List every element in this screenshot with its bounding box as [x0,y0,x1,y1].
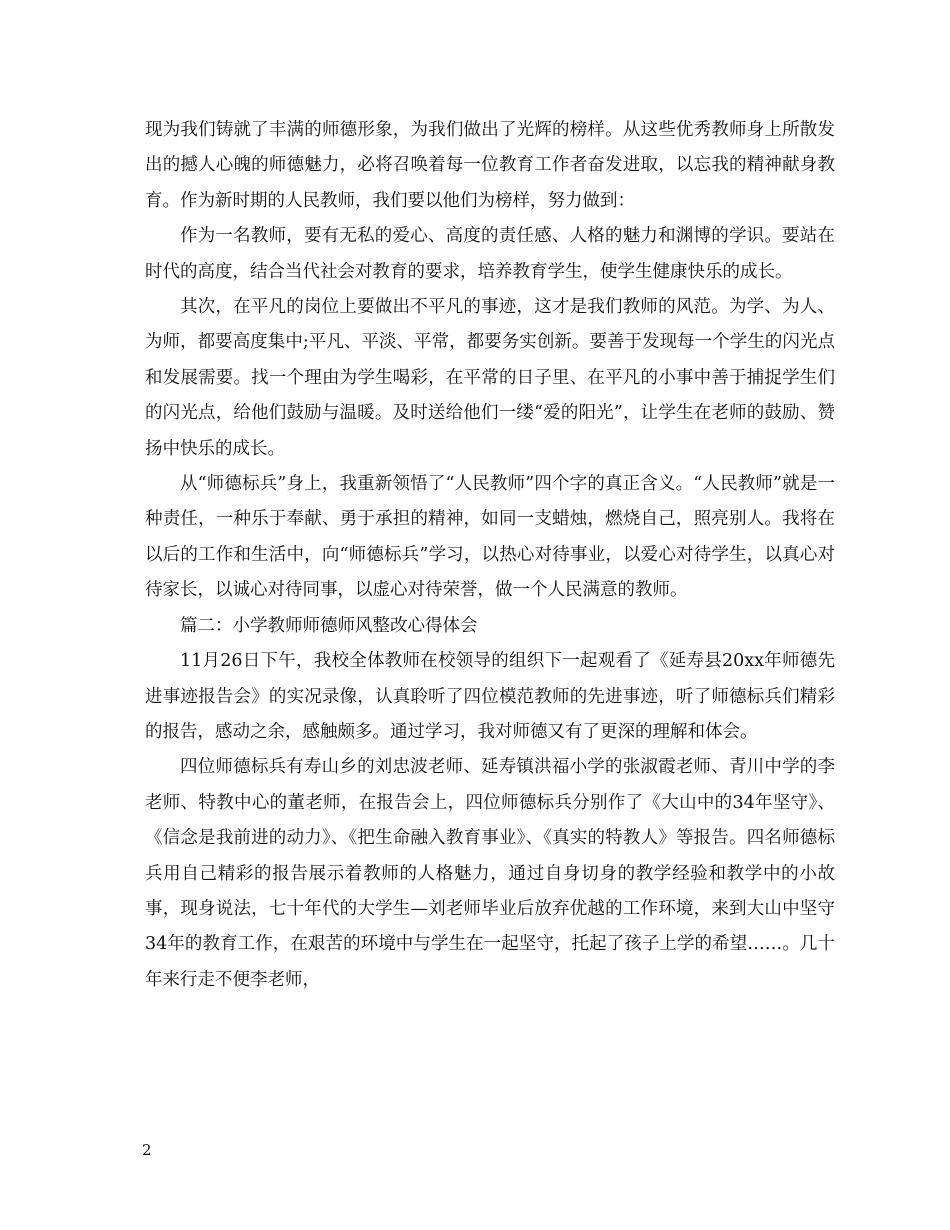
section-heading-part-two: 篇二：小学教师师德师风整改心得体会 [180,615,478,636]
paragraph-continuation: 现为我们铸就了丰满的师德形象，为我们做出了光辉的榜样。从这些优秀教师身上所散发出的撼人心魄的师德魅力，必将召唤着每一位教育工作者奋发进取，以忘我的精神献身教育。作为新时期的人民教师，我们要以他们为榜样，努力做到： [145,120,835,211]
paragraph-peoples-teacher: 从“师德标兵”身上，我重新领悟了“人民教师”四个字的真正含义。“人民教师”就是一种责任，一种乐于奉献、勇于承担的精神，如同一支蜡烛，燃烧自己，照亮别人。我将在以后的工作和生活中，向“师德标兵”学习，以热心对待事业，以爱心对待学生，以真心对待家长，以诚心对待同事，以虚心对待荣誉，做一个人民满意的教师。 [145,474,835,601]
page-number: 2 [142,1141,152,1159]
paragraph-ordinary-post: 其次，在平凡的岗位上要做出不平凡的事迹，这才是我们教师的风范。为学、为人、为师，都要高度集中;平凡、平淡、平常，都要务实创新。要善于发现每一个学生的闪光点和发展需要。找一个理由为学生喝彩，在平常的日子里、在平凡的小事中善于捕捉学生们的闪光点，给他们鼓励与温暖。及时送给他们一缕“爱的阳光”，让学生在老师的鼓励、赞扬中快乐的成长。 [145,297,835,459]
paragraph-teacher-qualities: 作为一名教师，要有无私的爱心、高度的责任感、人格的魅力和渊博的学识。要站在时代的高度，结合当代社会对教育的要求，培养教育学生，使学生健康快乐的成长。 [145,226,835,282]
paragraph-four-model-teachers: 四位师德标兵有寿山乡的刘忠波老师、延寿镇洪福小学的张淑霞老师、青川中学的李老师、特教中心的董老师，在报告会上，四位师德标兵分别作了《大山中的34年坚守》、《信念是我前进的动力》、《把生命融入教育事业》、《真实的特教人》等报告。四名师德标兵用自己精彩的报告展示着教师的人格魅力，通过自身切身的教学经验和教学中的小故事，现身说法，七十年代的大学生—刘老师毕业后放弃优越的工作环境，来到大山中坚守34年的教育工作，在艰苦的环境中与学生在一起坚守，托起了孩子上学的希望……。几十年来行走不便李老师， [145,757,835,990]
document-body [145,113,835,998]
paragraph-report-viewing: 11月26日下午，我校全体教师在校领导的组织下一起观看了《延寿县20xx年师德先进事迹报告会》的实况录像，认真聆听了四位模范教师的先进事迹，听了师德标兵们精彩的报告，感动之余，感触颇多。通过学习，我对师德又有了更深的理解和体会。 [145,651,835,742]
